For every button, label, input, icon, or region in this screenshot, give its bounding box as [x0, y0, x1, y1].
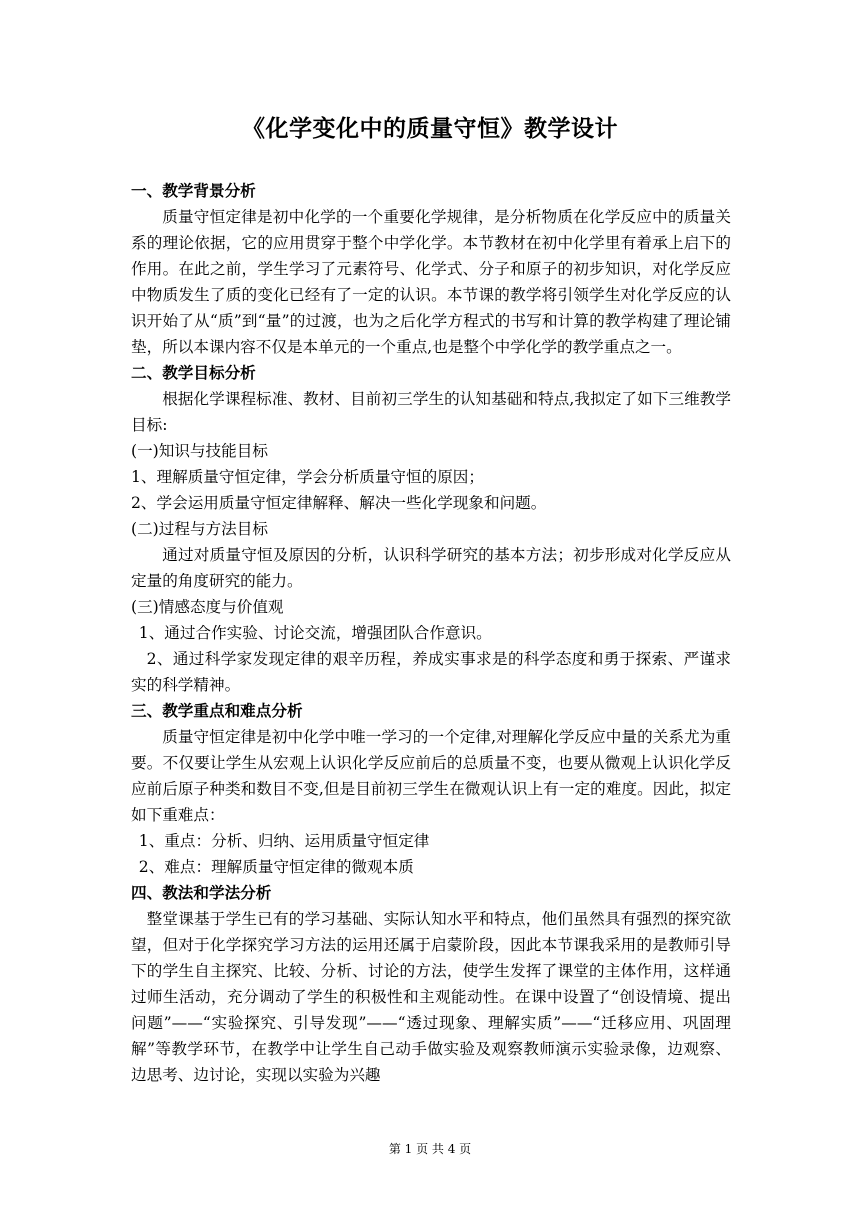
document-body — [131, 178, 731, 1088]
list-item-difficulty: 2、难点：理解质量守恒定律的微观本质 — [138, 858, 414, 876]
section-heading-methods: 四、教法和学法分析 — [131, 884, 272, 902]
list-item-objective-1: 1、理解质量守恒定律，学会分析质量守恒的原因； — [131, 468, 484, 486]
list-item-objective-2: 2、学会运用质量守恒定律解释、解决一些化学现象和问题。 — [131, 494, 547, 512]
list-item-emotion-1: 1、通过合作实验、讨论交流，增强团队合作意识。 — [138, 624, 492, 642]
section-heading-background: 一、教学背景分析 — [131, 182, 256, 200]
section-heading-objectives: 二、教学目标分析 — [131, 364, 256, 382]
subheading-knowledge-skills: (一)知识与技能目标 — [131, 442, 268, 460]
paragraph-key-points: 质量守恒定律是初中化学中唯一学习的一个定律,对理解化学反应中量的关系尤为重要。不仅要让学生从宏观上认识化学反应前后的总质量不变，也要从微观上认识化学反应前后原子种类和数目不变,但是目前初三学生在微观认识上有一定的难度。因此，拟定如下重难点： — [131, 728, 731, 824]
paragraph-background: 质量守恒定律是初中化学的一个重要化学规律，是分析物质在化学反应中的质量关系的理论依据，它的应用贯穿于整个中学化学。本节教材在初中化学里有着承上启下的作用。在此之前，学生学习了元素符号、化学式、分子和原子的初步知识，对化学反应中物质发生了质的变化已经有了一定的认识。本节课的教学将引领学生对化学反应的认识开始了从“质”到“量”的过渡，也为之后化学方程式的书写和计算的教学构建了理论铺垫，所以本课内容不仅是本单元的一个重点,也是整个中学化学的教学重点之一。 — [131, 208, 731, 356]
subheading-emotion-values: (三)情感态度与价值观 — [131, 598, 284, 616]
list-item-key-point: 1、重点：分析、归纳、运用质量守恒定律 — [138, 832, 430, 850]
paragraph-process-methods: 通过对质量守恒及原因的分析，认识科学研究的基本方法；初步形成对化学反应从定量的角度研究的能力。 — [131, 546, 731, 590]
list-item-emotion-2: 2、通过科学家发现定律的艰辛历程，养成实事求是的科学态度和勇于探索、严谨求实的科学精神。 — [131, 650, 731, 694]
paragraph-objectives-intro: 根据化学课程标准、教材、目前初三学生的认知基础和特点,我拟定了如下三维教学目标: — [131, 390, 731, 434]
subheading-process-methods: (二)过程与方法目标 — [131, 520, 268, 538]
document-title: 《化学变化中的质量守恒》教学设计 — [242, 116, 618, 142]
paragraph-methods: 整堂课基于学生已有的学习基础、实际认知水平和特点，他们虽然具有强烈的探究欲望，但对于化学探究学习方法的运用还属于启蒙阶段，因此本节课我采用的是教师引导下的学生自主探究、比较、分析、讨论的方法，使学生发挥了课堂的主体作用，这样通过师生活动，充分调动了学生的积极性和主观能动性。在课中设置了“创设情境、提出问题”——“实验探究、引导发现”——“透过现象、理解实质”——“迁移应用、巩固理解”等教学环节，在教学中让学生自己动手做实验及观察教师演示实验录像，边观察、边思考、边讨论，实现以实验为兴趣 — [131, 910, 731, 1084]
section-heading-key-points: 三、教学重点和难点分析 — [131, 702, 303, 720]
page-footer: 第 1 页 共 4 页 — [388, 1142, 472, 1156]
